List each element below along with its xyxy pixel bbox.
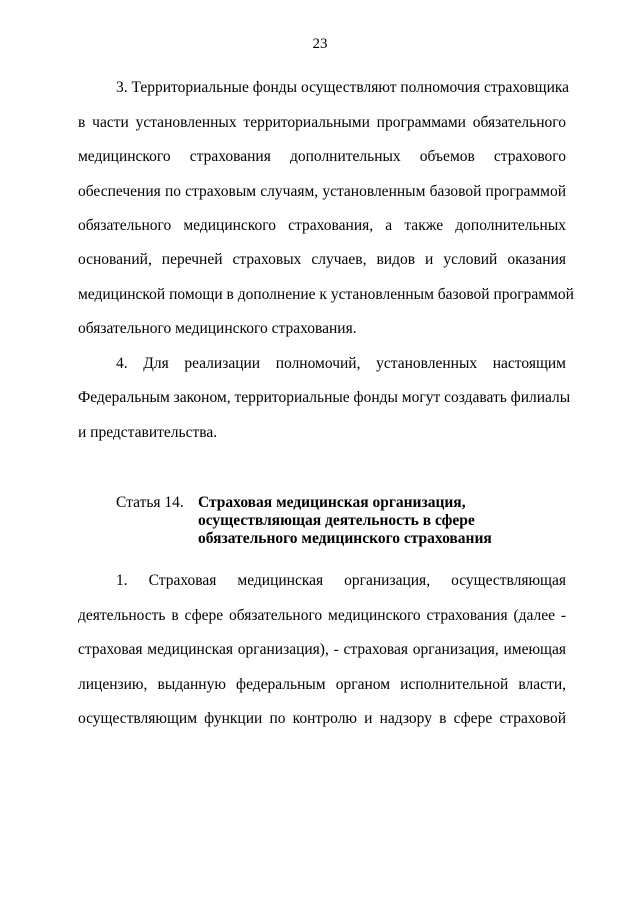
paragraph-4-line: 4. Для реализации полномочий, установленных настоящим bbox=[116, 355, 566, 372]
article-paragraph-line: деятельность в сфере обязательного медицинского страхования (далее - bbox=[78, 607, 566, 624]
page-number: 23 bbox=[312, 36, 328, 52]
paragraph-3-line: в части установленных территориальными программами обязательного bbox=[78, 114, 566, 131]
article-title-line: обязательного медицинского страхования bbox=[198, 530, 492, 547]
article-title-line: осуществляющая деятельность в сфере bbox=[198, 512, 475, 529]
article-paragraph-line: осуществляющим функции по контролю и надзору в сфере страховой bbox=[78, 710, 566, 727]
article-title-line: Страховая медицинская организация, bbox=[198, 494, 466, 511]
article-number: Статья 14. bbox=[116, 494, 184, 511]
paragraph-3-line: обеспечения по страховым случаям, установленным базовой программой bbox=[78, 183, 566, 200]
paragraph-4-line: Федеральным законом, территориальные фонды могут создавать филиалы bbox=[78, 389, 571, 406]
paragraph-3-line: оснований, перечней страховых случаев, видов и условий оказания bbox=[78, 251, 566, 268]
paragraph-3-line: медицинского страхования дополнительных объемов страхового bbox=[78, 148, 566, 165]
article-paragraph-line: лицензию, выданную федеральным органом исполнительной власти, bbox=[78, 676, 566, 693]
article-paragraph-line: 1. Страховая медицинская организация, осуществляющая bbox=[116, 572, 566, 589]
paragraph-3-line: обязательного медицинского страхования. bbox=[78, 320, 357, 337]
article-paragraph-line: страховая медицинская организация), - страховая организация, имеющая bbox=[78, 641, 566, 658]
paragraph-3-line: обязательного медицинского страхования, а также дополнительных bbox=[78, 217, 566, 234]
paragraph-4-line: и представительства. bbox=[78, 424, 218, 441]
paragraph-3-line: 3. Территориальные фонды осуществляют полномочия страховщика bbox=[116, 79, 570, 96]
paragraph-3-line: медицинской помощи в дополнение к установленным базовой программой bbox=[78, 286, 574, 303]
